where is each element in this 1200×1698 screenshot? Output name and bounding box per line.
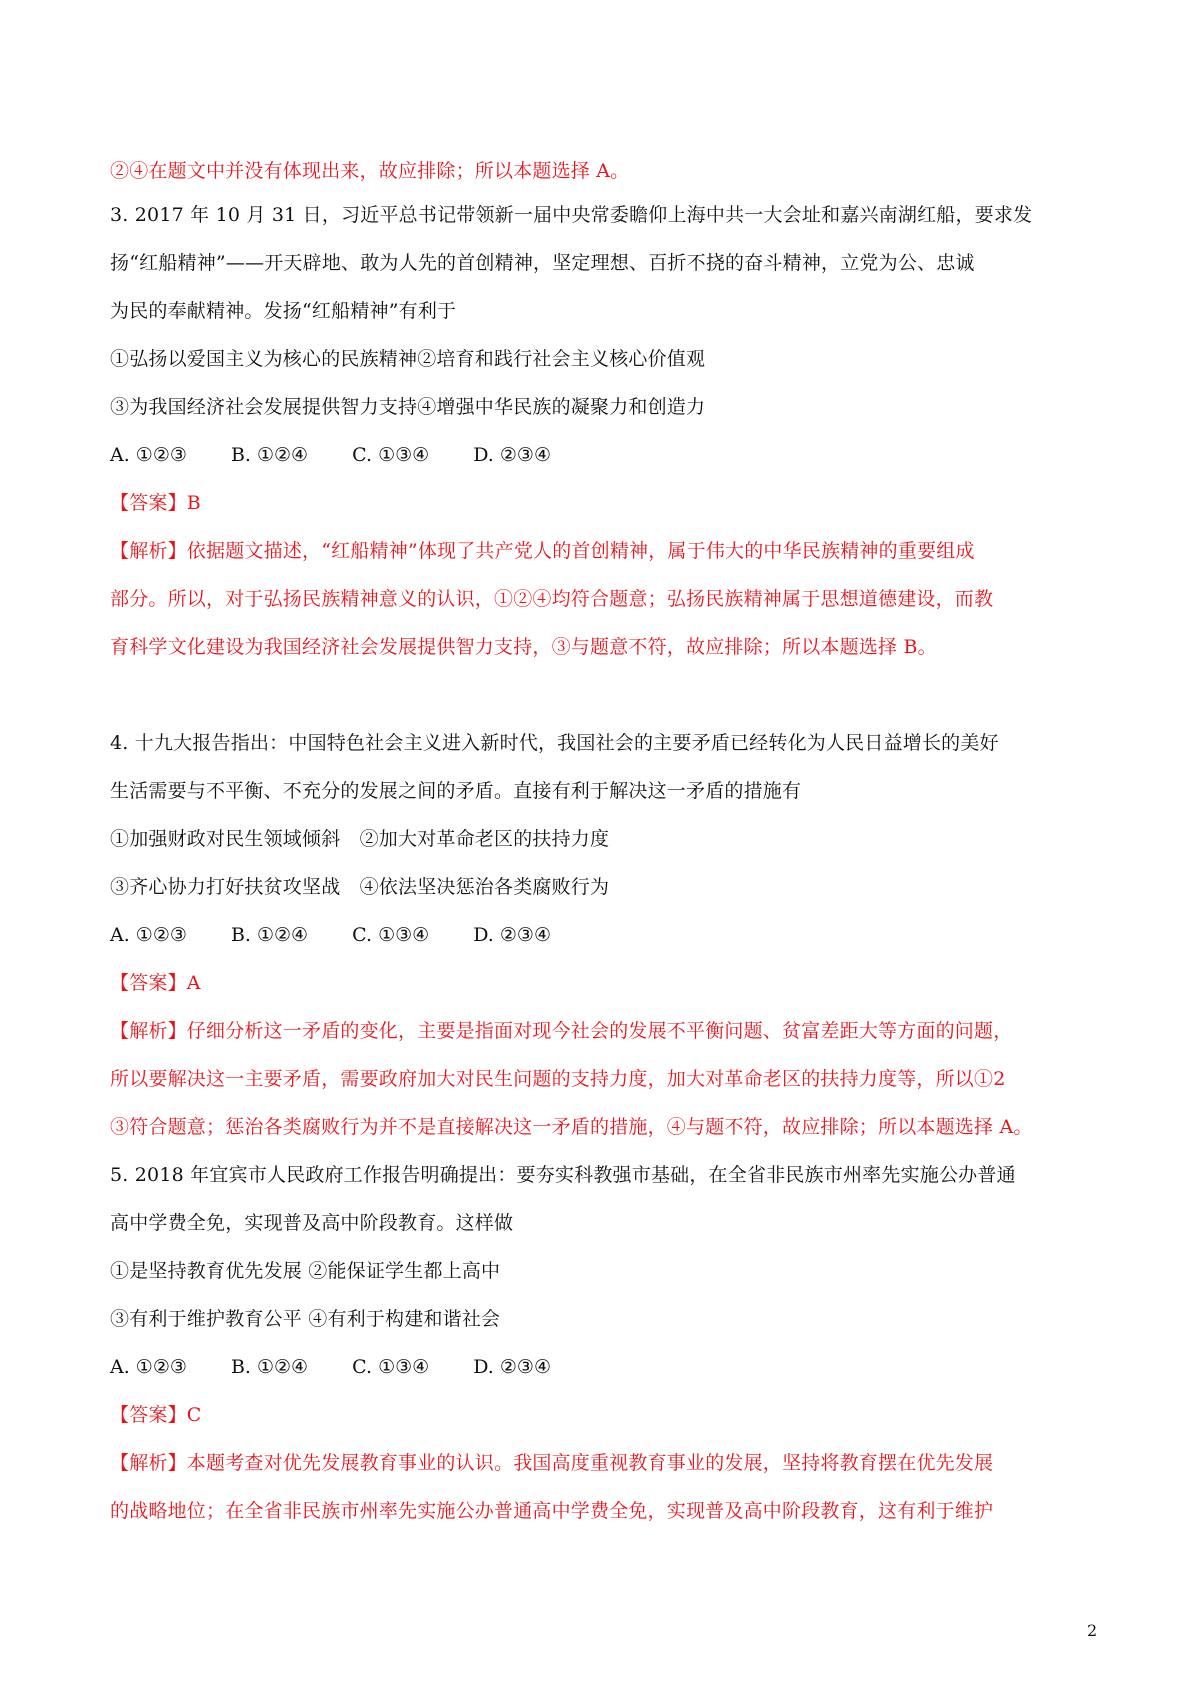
q5-options: [110, 1355, 589, 1379]
q5-statement-1: ①是坚持教育优先发展 ②能保证学生都上高中: [110, 1260, 501, 1282]
prev-analysis-tail: ②④在题文中并没有体现出来，故应排除；所以本题选择 A。: [110, 160, 630, 182]
q3-analysis-line-2: 部分。所以，对于弘扬民族精神意义的认识，①②④均符合题意；弘扬民族精神属于思想道德建设，而教: [110, 588, 994, 610]
q3-option-a: A. ①②③: [110, 444, 187, 466]
q3-statement-1: ①弘扬以爱国主义为核心的民族精神②培育和践行社会主义核心价值观: [110, 348, 706, 370]
q3-option-d: D. ②③④: [473, 444, 551, 466]
q5-option-c: C. ①③④: [352, 1356, 430, 1378]
q4-analysis-line-3: ③符合题意；惩治各类腐败行为并不是直接解决这一矛盾的措施，④与题不符，故应排除；所以本题选择 A。: [110, 1116, 1033, 1138]
q4-analysis-line-1: 【解析】仔细分析这一矛盾的变化，主要是指面对现今社会的发展不平衡问题、贫富差距大等方面的问题，: [110, 1020, 1013, 1042]
q3-option-c: C. ①③④: [352, 444, 430, 466]
q4-options: [110, 923, 589, 947]
q3-answer: 【答案】B: [110, 492, 201, 514]
q5-stem-line-2: 高中学费全免，实现普及高中阶段教育。这样做: [110, 1212, 514, 1234]
q4-option-c: C. ①③④: [352, 924, 430, 946]
q4-option-d: D. ②③④: [473, 924, 551, 946]
q3-stem-line-1: 3. 2017 年 10 月 31 日，习近平总书记带领新一届中央常委瞻仰上海中共一大会址和嘉兴南湖红船，要求发: [110, 204, 1033, 226]
q5-option-d: D. ②③④: [473, 1356, 551, 1378]
q4-option-a: A. ①②③: [110, 924, 187, 946]
q4-option-b: B. ①②④: [230, 924, 309, 946]
q5-option-a: A. ①②③: [110, 1356, 187, 1378]
q3-analysis-line-3: 育科学文化建设为我国经济社会发展提供智力支持，③与题意不符，故应排除；所以本题选择 B。: [110, 636, 937, 658]
q4-answer: 【答案】A: [110, 972, 201, 994]
q5-statement-2: ③有利于维护教育公平 ④有利于构建和谐社会: [110, 1308, 501, 1330]
q5-option-b: B. ①②④: [230, 1356, 309, 1378]
q3-statement-2: ③为我国经济社会发展提供智力支持④增强中华民族的凝聚力和创造力: [110, 396, 706, 418]
q5-answer: 【答案】C: [110, 1404, 202, 1426]
q3-options: [110, 443, 589, 467]
q5-analysis-line-1: 【解析】本题考查对优先发展教育事业的认识。我国高度重视教育事业的发展，坚持将教育摆在优先发展: [110, 1452, 994, 1474]
q3-option-b: B. ①②④: [230, 444, 309, 466]
q5-stem-line-1: 5. 2018 年宜宾市人民政府工作报告明确提出：要夯实科教强市基础，在全省非民族市州率先实施公办普通: [110, 1164, 1016, 1186]
q4-analysis-line-2: 所以要解决这一主要矛盾，需要政府加大对民生问题的支持力度，加大对革命老区的扶持力度等，所以①2: [110, 1068, 1006, 1090]
q4-statement-1: ①加强财政对民生领域倾斜 ②加大对革命老区的扶持力度: [110, 828, 610, 850]
q4-stem-line-2: 生活需要与不平衡、不充分的发展之间的矛盾。直接有利于解决这一矛盾的措施有: [110, 780, 802, 802]
q3-analysis-line-1: 【解析】依据题文描述，“红船精神”体现了共产党人的首创精神，属于伟大的中华民族精神的重要组成: [110, 540, 975, 562]
q5-analysis-line-2: 的战略地位；在全省非民族市州率先实施公办普通高中学费全免，实现普及高中阶段教育，这有利于维护: [110, 1500, 994, 1522]
q4-stem-line-1: 4. 十九大报告指出：中国特色社会主义进入新时代，我国社会的主要矛盾已经转化为人民日益增长的美好: [110, 732, 999, 754]
page-number: 2: [1087, 1621, 1098, 1640]
q3-stem-line-3: 为民的奉献精神。发扬“红船精神”有利于: [110, 300, 457, 322]
q4-statement-2: ③齐心协力打好扶贫攻坚战 ④依法坚决惩治各类腐败行为: [110, 876, 610, 898]
q3-stem-line-2: 扬“红船精神”——开天辟地、敢为人先的首创精神，坚定理想、百折不挠的奋斗精神，立党为公、忠诚: [110, 252, 975, 274]
